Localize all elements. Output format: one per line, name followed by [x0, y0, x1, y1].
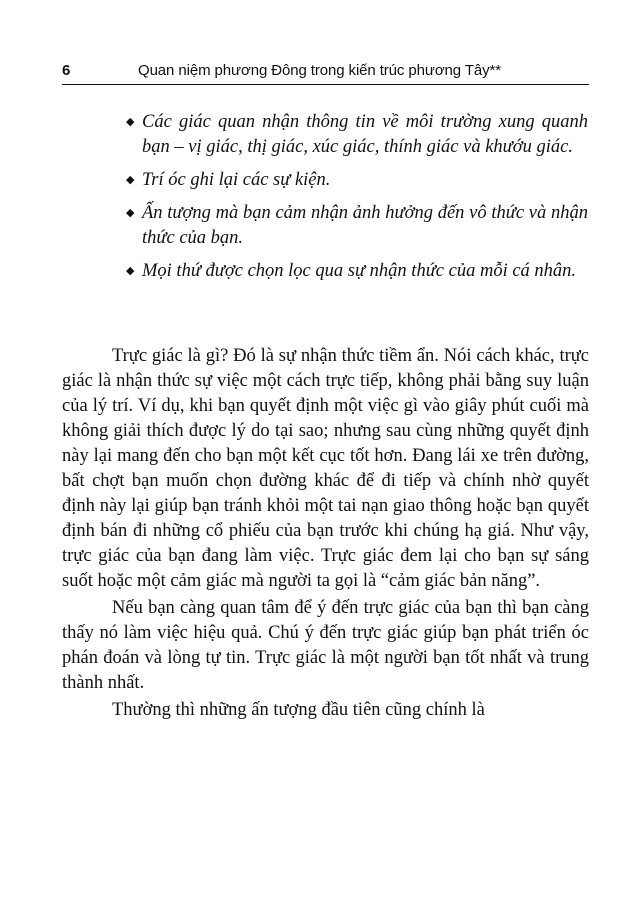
- list-item: [126, 201, 588, 251]
- list-item: [126, 259, 588, 284]
- diamond-bullet-icon: ◆: [126, 207, 135, 219]
- paragraph: Nếu bạn càng quan tâm để ý đến trực giác của bạn thì bạn càng thấy nó làm việc hiệu quả. Chú ý đến trực giác giúp bạn phát triển óc phán đoán và lòng tự tin. Trực giác là một người bạn tốt nhất và trung thành nhất.: [62, 598, 589, 693]
- running-title: Quan niệm phương Đông trong kiến trúc phương Tây**: [138, 62, 502, 79]
- paragraph: Thường thì những ấn tượng đầu tiên cũng chính là: [112, 700, 485, 720]
- page-number: 6: [62, 62, 71, 79]
- diamond-bullet-icon: ◆: [126, 265, 135, 277]
- list-item: [126, 110, 588, 160]
- bullet-text: Mọi thứ được chọn lọc qua sự nhận thức của mỗi cá nhân.: [142, 261, 577, 281]
- bullet-text: Trí óc ghi lại các sự kiện.: [142, 170, 331, 190]
- paragraph: Trực giác là gì? Đó là sự nhận thức tiềm ẩn. Nói cách khác, trực giác là nhận thức sự việc một cách trực tiếp, không phải bằng suy luận của lý trí. Ví dụ, khi bạn quyết định một việc gì vào giây phút cuối mà không giải thích được lý do tại sao; nhưng sau cùng những quyết định này lại mang đến cho bạn một kết cục tốt hơn. Đang lái xe trên đường, bất chợt bạn muốn chọn đường khác để đi tiếp và chính nhờ quyết định này lại giúp bạn tránh khỏi một tai nạn giao thông hoặc bạn quyết định bán đi những cổ phiếu của bạn trước khi chúng hạ giá. Như vậy, trực giác của bạn đang làm việc. Trực giác đem lại cho bạn sự sáng suốt hoặc một cảm giác mà người ta gọi là “cảm giác bản năng”.: [62, 346, 589, 591]
- bullet-list: [126, 110, 588, 292]
- bullet-text: Các giác quan nhận thông tin về môi trường xung quanh bạn – vị giác, thị giác, xúc giác, thính giác và khướu giác.: [142, 112, 588, 157]
- diamond-bullet-icon: ◆: [126, 116, 135, 128]
- running-header: [62, 62, 589, 85]
- diamond-bullet-icon: ◆: [126, 174, 135, 186]
- bullet-text: Ấn tượng mà bạn cảm nhận ảnh hưởng đến vô thức và nhận thức của bạn.: [142, 203, 588, 248]
- list-item: [126, 168, 588, 193]
- body-text: [62, 344, 589, 723]
